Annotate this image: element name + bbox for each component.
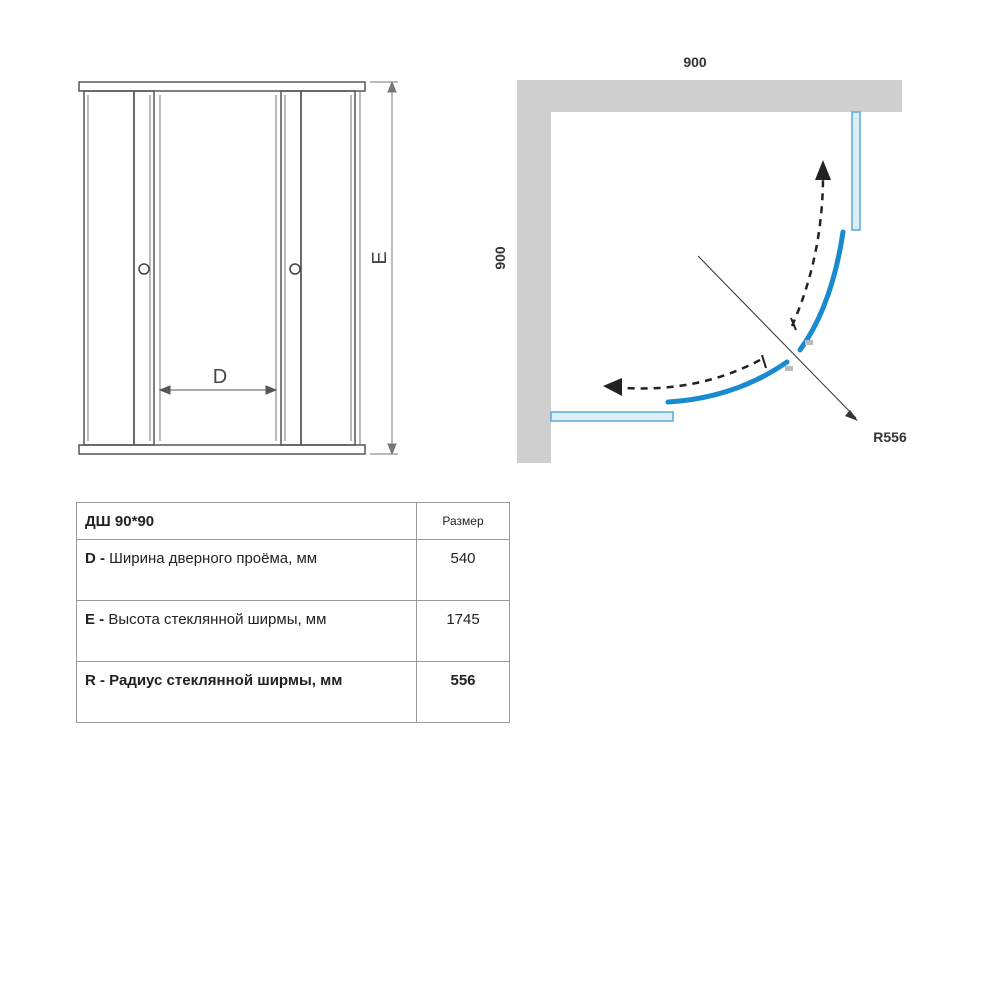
row-r-key: R - (85, 672, 105, 689)
dimension-e-label: E (369, 251, 391, 265)
stopper-right (805, 340, 813, 345)
model-name: ДШ 90*90 (77, 503, 417, 540)
row-e-value: 1745 (417, 601, 510, 662)
spec-table (76, 502, 510, 723)
stopper-left (785, 366, 793, 371)
dimension-d-label: D (212, 366, 228, 388)
row-e-label (77, 601, 417, 662)
row-d-label (77, 540, 417, 601)
table-row-e (77, 601, 510, 662)
table-row-r (77, 662, 510, 723)
table-row-d (77, 540, 510, 601)
open-arrow-left-path (625, 360, 760, 388)
row-d-value: 540 (417, 540, 510, 601)
bottom-fixed-glass (551, 412, 673, 421)
row-e-key: E - (85, 611, 105, 628)
row-r-desc: Радиус стеклянной ширмы, мм (105, 672, 343, 689)
row-e-desc: Высота стеклянной ширмы, мм (104, 611, 327, 628)
row-d-key: D - (85, 550, 105, 567)
open-arrow-left-icon (603, 378, 622, 396)
row-d-desc: Ширина дверного проёма, мм (105, 550, 318, 567)
open-arrow-up-path (792, 180, 823, 326)
row-r-label (77, 662, 417, 723)
plan-view-drawing (0, 0, 1000, 480)
width-dimension-label: 900 (683, 54, 707, 70)
right-fixed-glass (852, 112, 860, 230)
row-r-value: 556 (417, 662, 510, 723)
radius-label: R556 (873, 429, 907, 445)
right-curved-door (800, 232, 843, 350)
depth-dimension-label: 900 (492, 246, 508, 270)
size-header: Размер (417, 503, 510, 540)
open-arrow-up-icon (815, 160, 831, 180)
radius-arrow-icon (845, 410, 858, 421)
left-curved-door (668, 362, 787, 402)
spec-table-header (77, 503, 510, 540)
